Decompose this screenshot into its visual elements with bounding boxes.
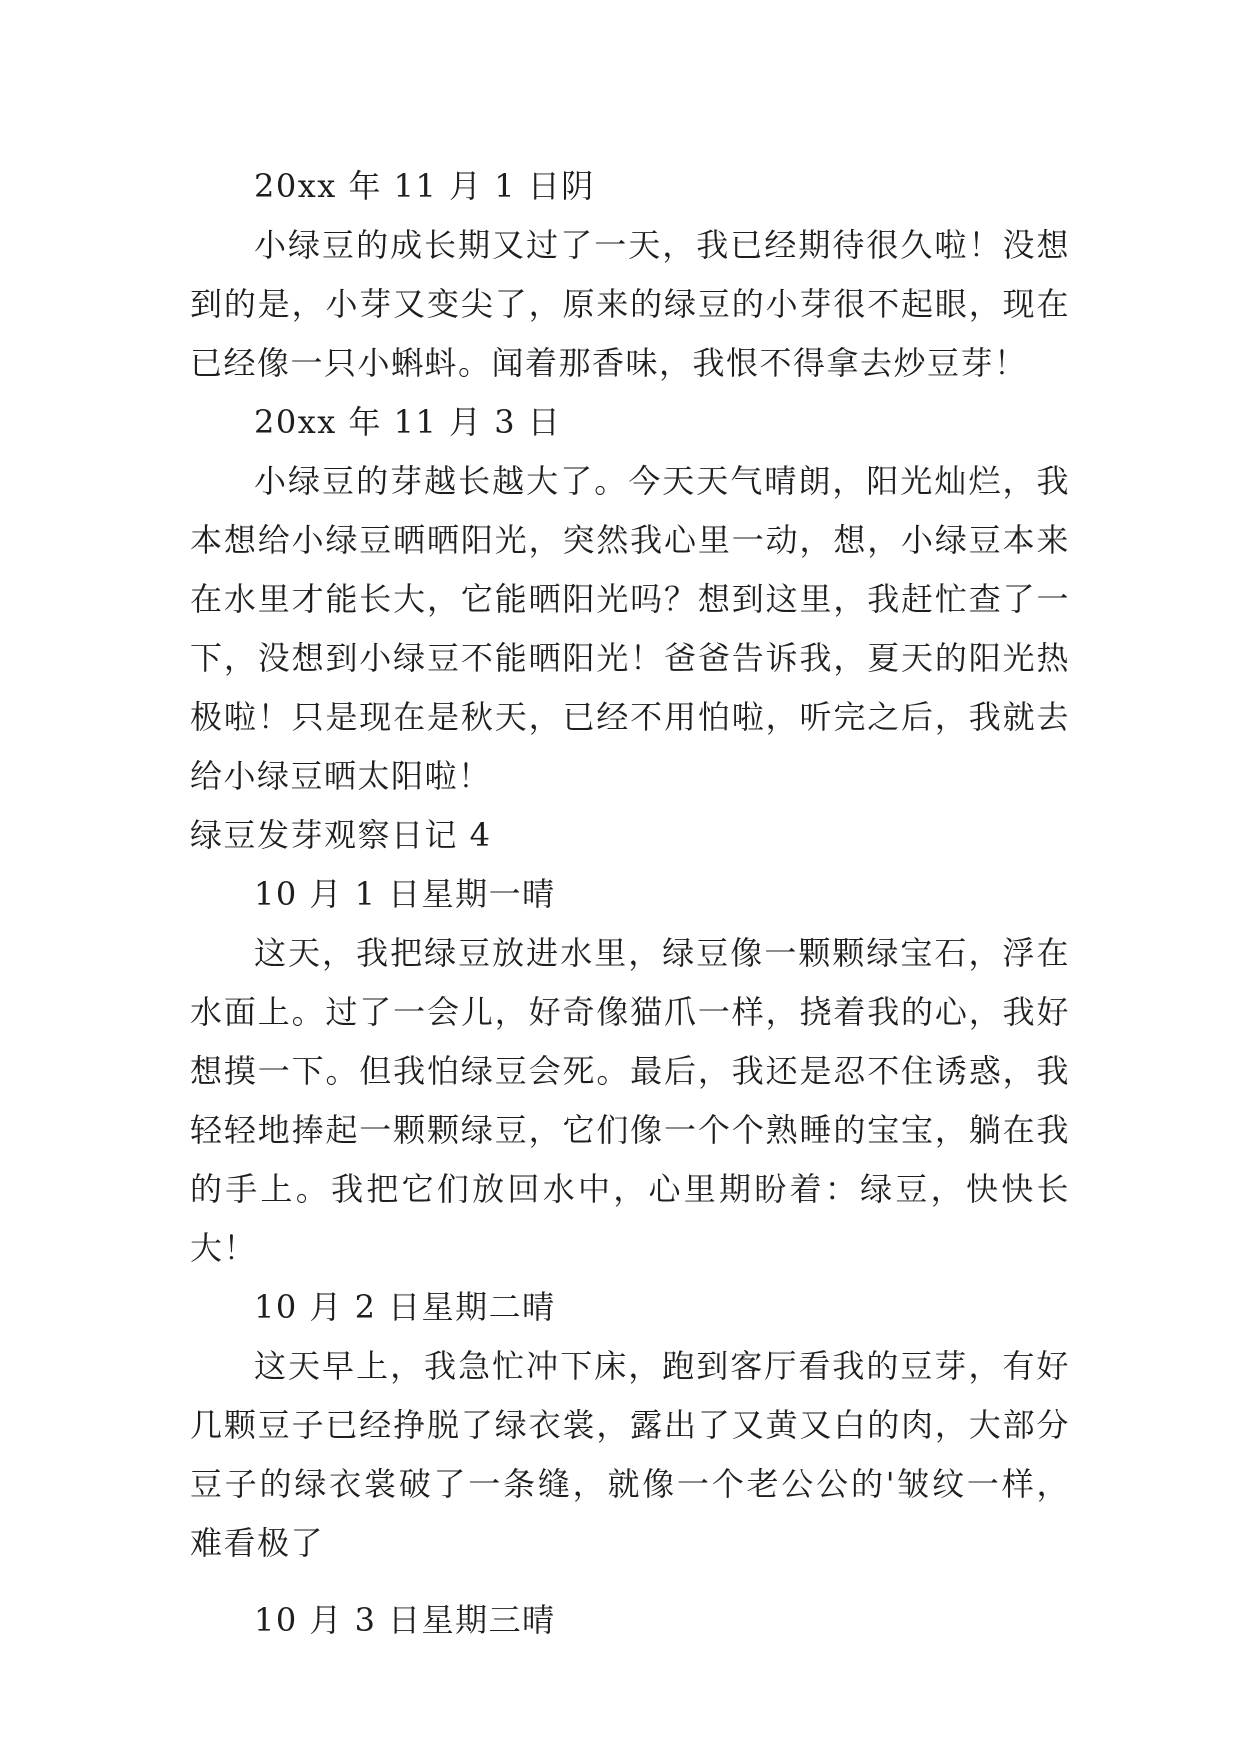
diary-paragraph: 这天，我把绿豆放进水里，绿豆像一颗颗绿宝石，浮在水面上。过了一会儿，好奇像猫爪一样，挠着我的心，我好想摸一下。但我怕绿豆会死。最后，我还是忍不住诱惑，我轻轻地捧起一颗颗绿豆，它们像一个个熟睡的宝宝，躺在我的手上。我把它们放回水中，心里期盼着：绿豆，快快长大！ <box>190 934 1070 1267</box>
diary-date: 20xx 年 11 月 3 日 <box>254 403 562 441</box>
diary-paragraph: 小绿豆的成长期又过了一天，我已经期待很久啦！没想到的是，小芽又变尖了，原来的绿豆的小芽很不起眼，现在已经像一只小蝌蚪。闻着那香味，我恨不得拿去炒豆芽！ <box>190 226 1070 382</box>
section-heading: 绿豆发芽观察日记 4 <box>190 816 492 854</box>
diary-date: 10 月 3 日星期三晴 <box>254 1601 556 1639</box>
diary-paragraph: 小绿豆的芽越长越大了。今天天气晴朗，阳光灿烂，我本想给小绿豆晒晒阳光，突然我心里一动，想，小绿豆本来在水里才能长大，它能晒阳光吗？想到这里，我赶忙查了一下，没想到小绿豆不能晒阳光！爸爸告诉我，夏天的阳光热极啦！只是现在是秋天，已经不用怕啦，听完之后，我就去给小绿豆晒太阳啦！ <box>190 462 1070 795</box>
diary-paragraph: 这天早上，我急忙冲下床，跑到客厅看我的豆芽，有好几颗豆子已经挣脱了绿衣裳，露出了又黄又白的肉，大部分豆子的绿衣裳破了一条缝，就像一个老公公的'皱纹一样，难看极了 <box>190 1347 1070 1562</box>
diary-date: 10 月 1 日星期一晴 <box>254 875 556 913</box>
diary-date: 20xx 年 11 月 1 日阴 <box>254 167 595 205</box>
document-body <box>190 157 1070 1650</box>
diary-date: 10 月 2 日星期二晴 <box>254 1288 556 1326</box>
